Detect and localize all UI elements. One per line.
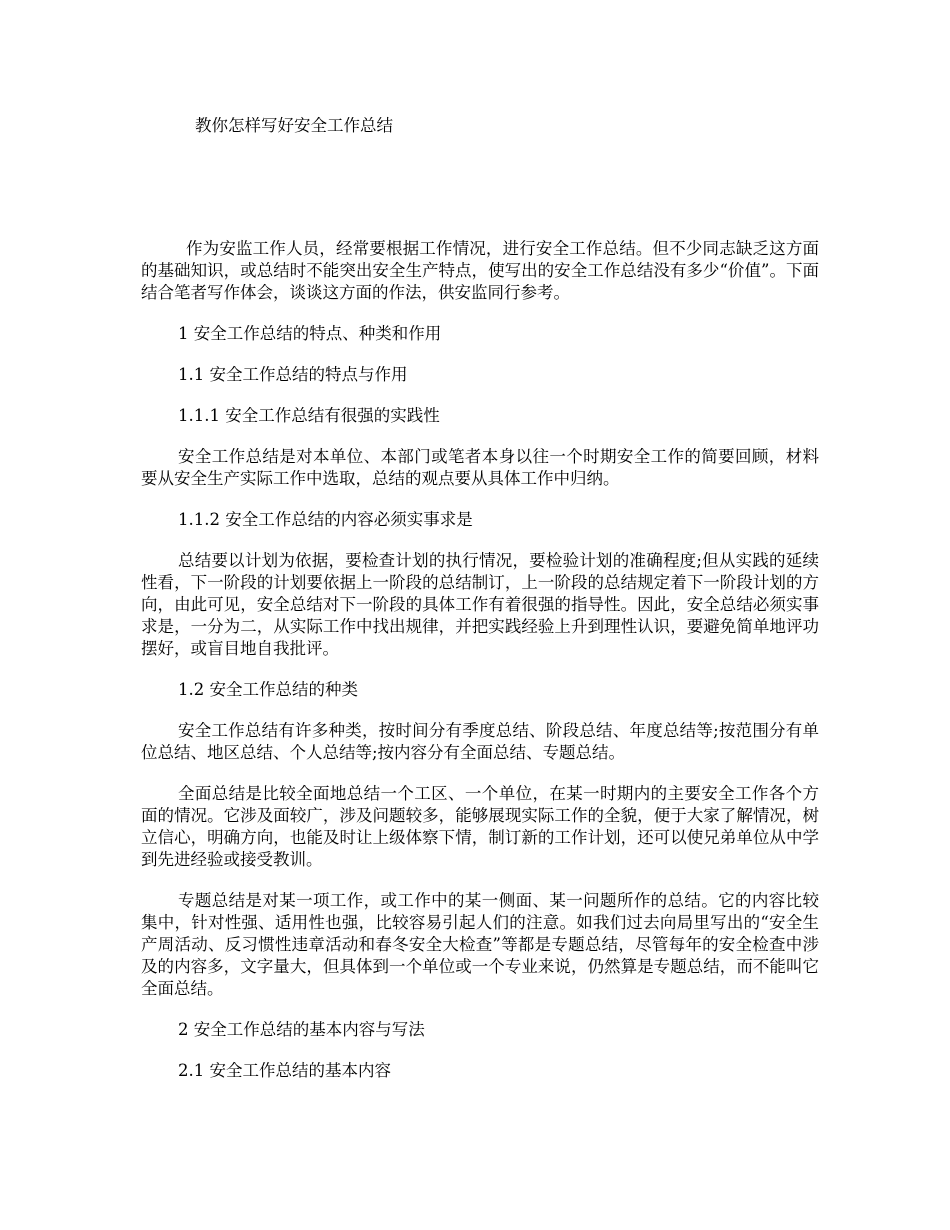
document-body bbox=[141, 238, 819, 1101]
intro-paragraph: 作为安监工作人员，经常要根据工作情况，进行安全工作总结。但不少同志缺乏这方面的基础知识，或总结时不能突出安全生产特点，使写出的安全工作总结没有多少“价值”。下面结合笔者写作体会，谈谈这方面的作法，供安监同行参考。 bbox=[141, 239, 819, 302]
body-paragraph: 安全工作总结有许多种类，按时间分有季度总结、阶段总结、年度总结等;按范围分有单位总结、地区总结、个人总结等;按内容分有全面总结、专题总结。 bbox=[141, 721, 819, 762]
section-heading-1-1: 1.1 安全工作总结的特点与作用 bbox=[178, 365, 408, 384]
section-heading-2-1: 2.1 安全工作总结的基本内容 bbox=[178, 1061, 391, 1080]
body-paragraph: 安全工作总结是对本单位、本部门或笔者本身以往一个时期安全工作的简要回顾，材料要从安全生产实际工作中选取，总结的观点要从具体工作中归纳。 bbox=[141, 447, 819, 488]
body-paragraph: 专题总结是对某一项工作，或工作中的某一侧面、某一问题所作的总结。它的内容比较集中，针对性强、适用性也强，比较容易引起人们的注意。如我们过去向局里写出的“安全生产周活动、反习惯性违章活动和春冬安全大检查”等都是专题总结，尽管每年的安全检查中涉及的内容多，文字量大，但具体到一个单位或一个专业来说，仍然算是专题总结，而不能叫它全面总结。 bbox=[141, 891, 819, 998]
section-heading-1: 1 安全工作总结的特点、种类和作用 bbox=[178, 324, 442, 343]
section-heading-1-2: 1.2 安全工作总结的种类 bbox=[178, 680, 358, 699]
section-heading-2: 2 安全工作总结的基本内容与写法 bbox=[178, 1020, 425, 1039]
section-heading-1-1-2: 1.1.2 安全工作总结的内容必须实事求是 bbox=[178, 510, 473, 529]
body-paragraph: 全面总结是比较全面地总结一个工区、一个单位，在某一时期内的主要安全工作各个方面的情况。它涉及面较广，涉及问题较多，能够展现实际工作的全貌，便于大家了解情况，树立信心，明确方向，也能及时让上级体察下情，制订新的工作计划，还可以使兄弟单位从中学到先进经验或接受教训。 bbox=[141, 784, 819, 869]
document-title: 教你怎样写好安全工作总结 bbox=[195, 116, 393, 135]
body-paragraph: 总结要以计划为依据，要检查计划的执行情况，要检验计划的准确程度;但从实践的延续性看，下一阶段的计划要依据上一阶段的总结制订，上一阶段的总结规定着下一阶段计划的方向，由此可见，安全总结对下一阶段的具体工作有着很强的指导性。因此，安全总结必须实事求是，一分为二，从实际工作中找出规律，并把实践经验上升到理性认识，要避免简单地评功摆好，或盲目地自我批评。 bbox=[141, 551, 819, 658]
section-heading-1-1-1: 1.1.1 安全工作总结有很强的实践性 bbox=[178, 406, 440, 425]
